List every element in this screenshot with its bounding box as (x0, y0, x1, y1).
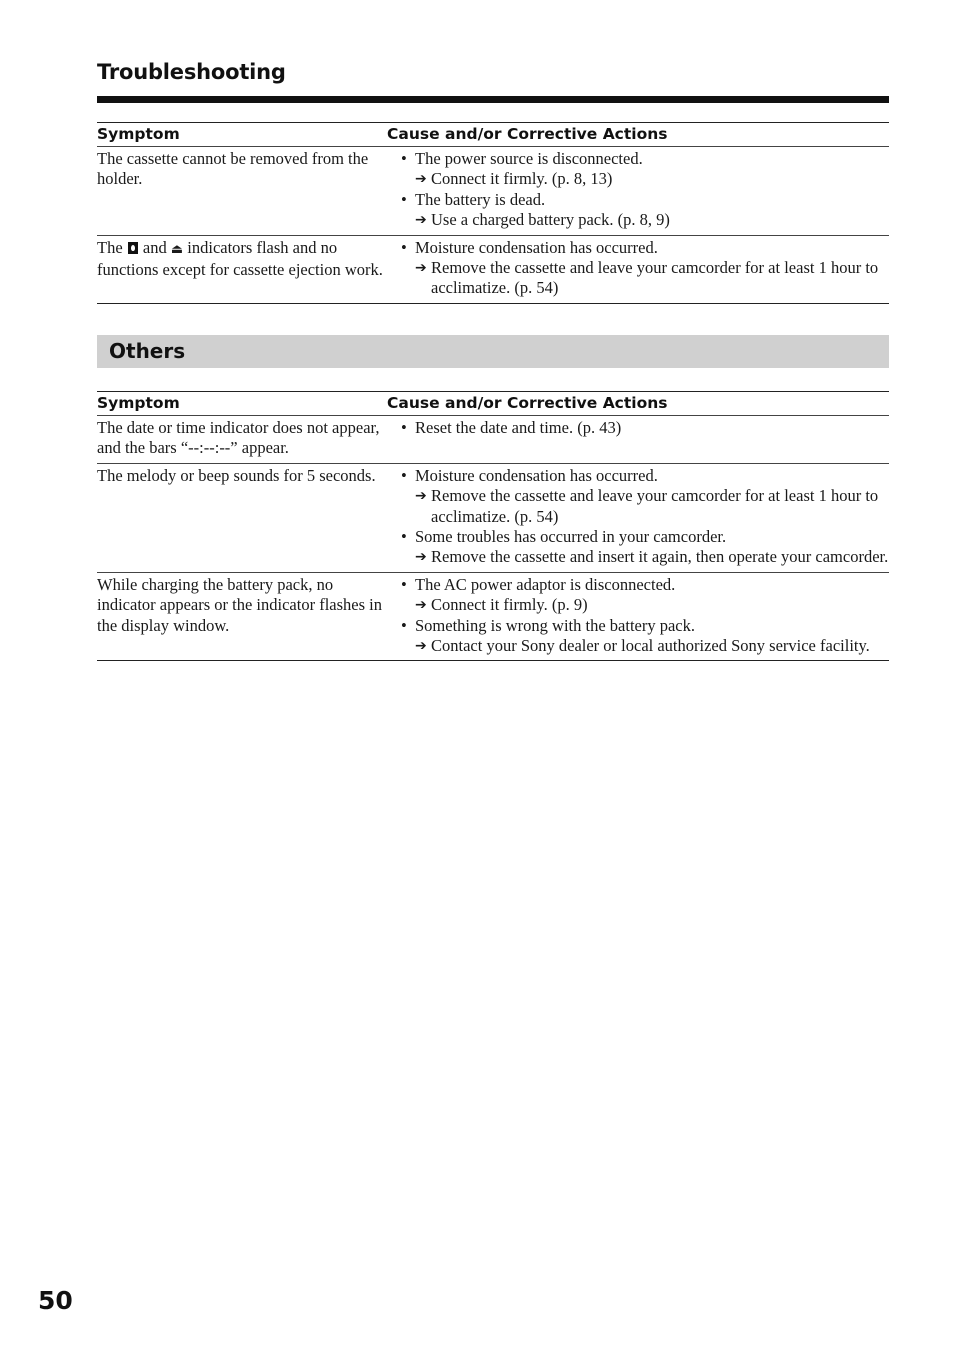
cause-item: • Reset the date and time. (p. 43) (401, 418, 622, 437)
page-title: Troubleshooting (97, 60, 286, 84)
troubleshooting-table-others (97, 391, 889, 661)
action-item: ➔ Remove the cassette and insert it again, then operate your camcorder. (415, 547, 889, 567)
arrow-right-icon: ➔ (415, 260, 427, 277)
title-rule (97, 96, 889, 103)
arrow-right-icon: ➔ (415, 488, 427, 505)
table-row (97, 572, 889, 661)
cause-cell (387, 147, 889, 236)
cause-item: • The battery is dead. (401, 189, 546, 209)
symptom-cell: The cassette cannot be removed from the holder. (97, 147, 387, 236)
page-number: 50 (38, 1286, 73, 1315)
section-header-others (97, 335, 889, 368)
cause-item: • The AC power adaptor is disconnected. (401, 574, 676, 594)
action-item: ➔ Remove the cassette and leave your camcorder for at least 1 hour to acclimatize. (p. 54) (415, 486, 879, 526)
cause-column-header: Cause and/or Corrective Actions (387, 392, 889, 416)
arrow-right-icon: ➔ (415, 638, 427, 655)
action-item: ➔ Connect it firmly. (p. 8, 13) (415, 169, 613, 189)
action-item: ➔ Connect it firmly. (p. 9) (415, 595, 588, 615)
cause-cell (387, 572, 889, 661)
symptom-cell: The melody or beep sounds for 5 seconds. (97, 463, 387, 572)
troubleshooting-table-cassette (97, 122, 889, 304)
cause-item: • The power source is disconnected. (401, 149, 643, 168)
action-item: ➔ Use a charged battery pack. (p. 8, 9) (415, 210, 670, 230)
cause-cell (387, 463, 889, 572)
symptom-column-header: Symptom (97, 123, 387, 147)
table-row (97, 235, 889, 303)
cause-item: • Moisture condensation has occurred. (401, 465, 658, 485)
action-item: ➔ Remove the cassette and leave your camcorder for at least 1 hour to acclimatize. (p. 54) (415, 258, 879, 298)
table-row (97, 147, 889, 236)
arrow-right-icon: ➔ (415, 171, 427, 188)
symptom-cell: While charging the battery pack, no indicator appears or the indicator flashes in the display window. (97, 572, 387, 661)
eject-icon: ⏏ (170, 241, 184, 257)
cause-item: • Moisture condensation has occurred. (401, 237, 658, 257)
table-header-row (97, 123, 889, 147)
symptom-cell: The and ⏏ indicators flash and no functions except for cassette ejection work. (97, 235, 387, 303)
section-title: Others (109, 339, 186, 363)
table-row (97, 416, 889, 464)
table-row (97, 463, 889, 572)
arrow-right-icon: ➔ (415, 549, 427, 566)
cause-column-header: Cause and/or Corrective Actions (387, 123, 889, 147)
symptom-cell: The date or time indicator does not appear, and the bars “--:--:--” appear. (97, 416, 387, 464)
condensation-indicator-icon (128, 242, 138, 254)
arrow-right-icon: ➔ (415, 597, 427, 614)
arrow-right-icon: ➔ (415, 212, 427, 229)
table-header-row (97, 392, 889, 416)
cause-item: • Something is wrong with the battery pack. (401, 615, 695, 635)
cause-item: • Some troubles has occurred in your camcorder. (401, 527, 727, 547)
cause-cell (387, 235, 889, 303)
action-item: ➔ Contact your Sony dealer or local authorized Sony service facility. (415, 636, 870, 656)
symptom-column-header: Symptom (97, 392, 387, 416)
cause-cell (387, 416, 889, 464)
